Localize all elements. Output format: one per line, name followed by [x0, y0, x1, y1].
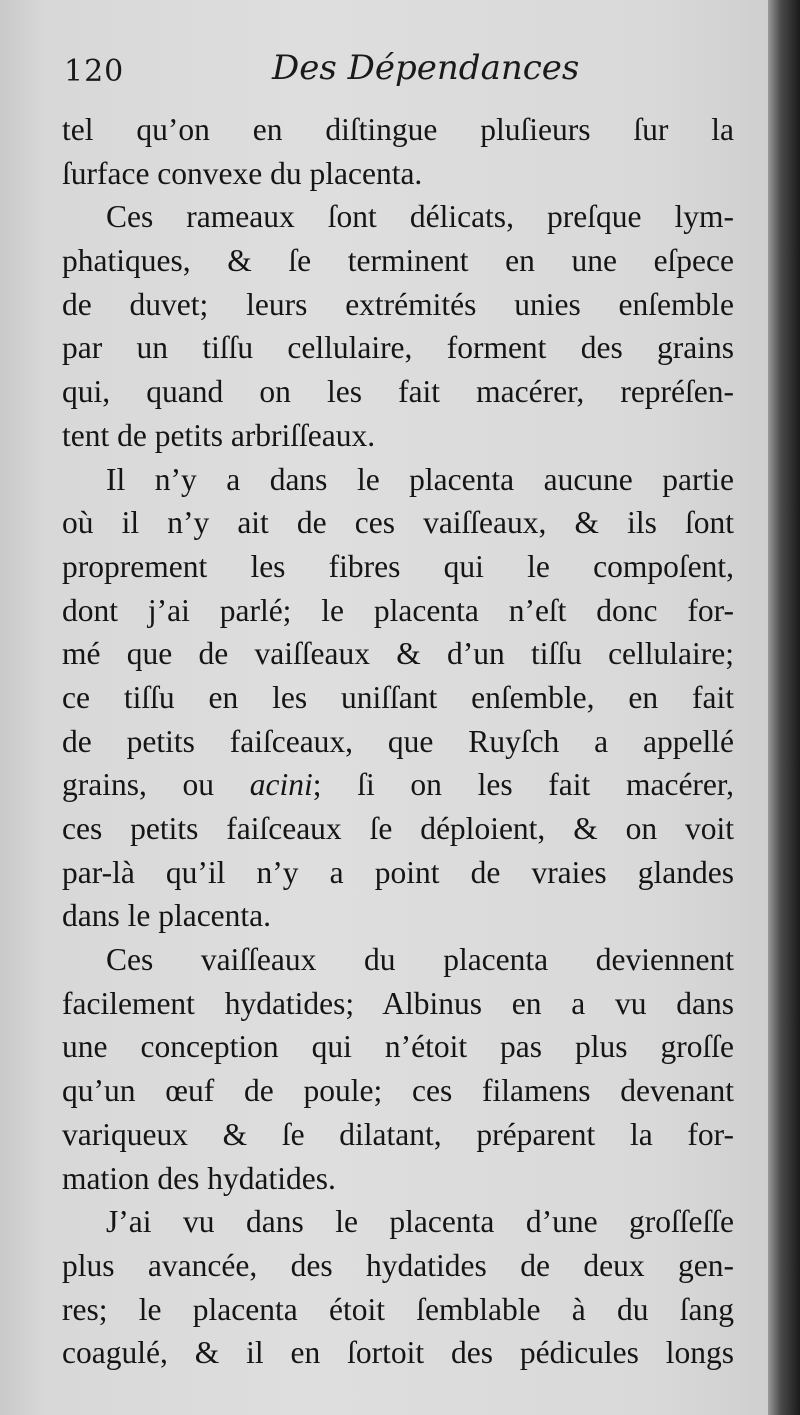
text-line: Ces vaiſſeaux du placenta deviennent — [106, 942, 734, 978]
text-line: une conception qui n’étoit pas plus groſſe — [62, 1029, 734, 1065]
text-line: par un tiſſu cellulaire, forment des grains — [62, 330, 734, 366]
text-line: plus avancée, des hydatides de deux gen- — [62, 1247, 734, 1283]
text-line: phatiques, & ſe terminent en une eſpece — [62, 243, 734, 279]
text-line: grains, ou acini; ſi on les fait macérer, — [62, 767, 734, 803]
text-line: tel qu’on en diſtingue pluſieurs ſur la — [62, 112, 734, 147]
body-text — [62, 108, 734, 1375]
text-line: mé que de vaiſſeaux & d’un tiſſu cellulaire; — [62, 636, 734, 672]
text-line: dans le placenta. — [62, 898, 272, 934]
text-line: par-là qu’il n’y a point de vraies glandes — [62, 854, 734, 890]
text-line: mation des hydatides. — [62, 1160, 336, 1196]
text-line: variqueux & ſe dilatant, préparent la for- — [62, 1116, 734, 1152]
text-line: dont j’ai parlé; le placenta n’eſt donc for- — [62, 592, 734, 628]
text-line: tent de petits arbriſſeaux. — [62, 417, 376, 453]
running-title: Des Dépendances — [272, 48, 580, 88]
text-line: qu’un œuf de poule; ces filamens devenant — [62, 1073, 734, 1109]
text-line: où il n’y ait de ces vaiſſeaux, & ils ſont — [62, 505, 734, 541]
page-number: 120 — [64, 54, 125, 89]
text-line: Ces rameaux ſont délicats, preſque lym- — [106, 199, 734, 235]
text-line: qui, quand on les fait macérer, repréſen- — [62, 374, 734, 410]
text-line: res; le placenta étoit ſemblable à du ſang — [62, 1291, 734, 1327]
text-line: proprement les fibres qui le compoſent, — [62, 548, 734, 584]
text-line: de duvet; leurs extrémités unies enſemble — [62, 286, 734, 322]
text-line: facilement hydatides; Albinus en a vu dans — [62, 985, 734, 1021]
text-line: J’ai vu dans le placenta d’une groſſeſſe — [106, 1204, 734, 1240]
text-line: ce tiſſu en les uniſſant enſemble, en fait — [62, 679, 734, 715]
page-edge-shadow — [768, 0, 800, 1415]
page-header — [64, 48, 744, 98]
text-line: coagulé, & il en ſortoit des pédicules longs — [62, 1335, 734, 1371]
text-line: Il n’y a dans le placenta aucune partie — [106, 461, 734, 497]
text-line: ſurface convexe du placenta. — [62, 155, 423, 191]
italic-term: acini — [249, 767, 313, 803]
text-line: de petits faiſceaux, que Ruyſch a appellé — [62, 723, 734, 759]
text-line: ces petits faiſceaux ſe déploient, & on voit — [62, 811, 734, 846]
